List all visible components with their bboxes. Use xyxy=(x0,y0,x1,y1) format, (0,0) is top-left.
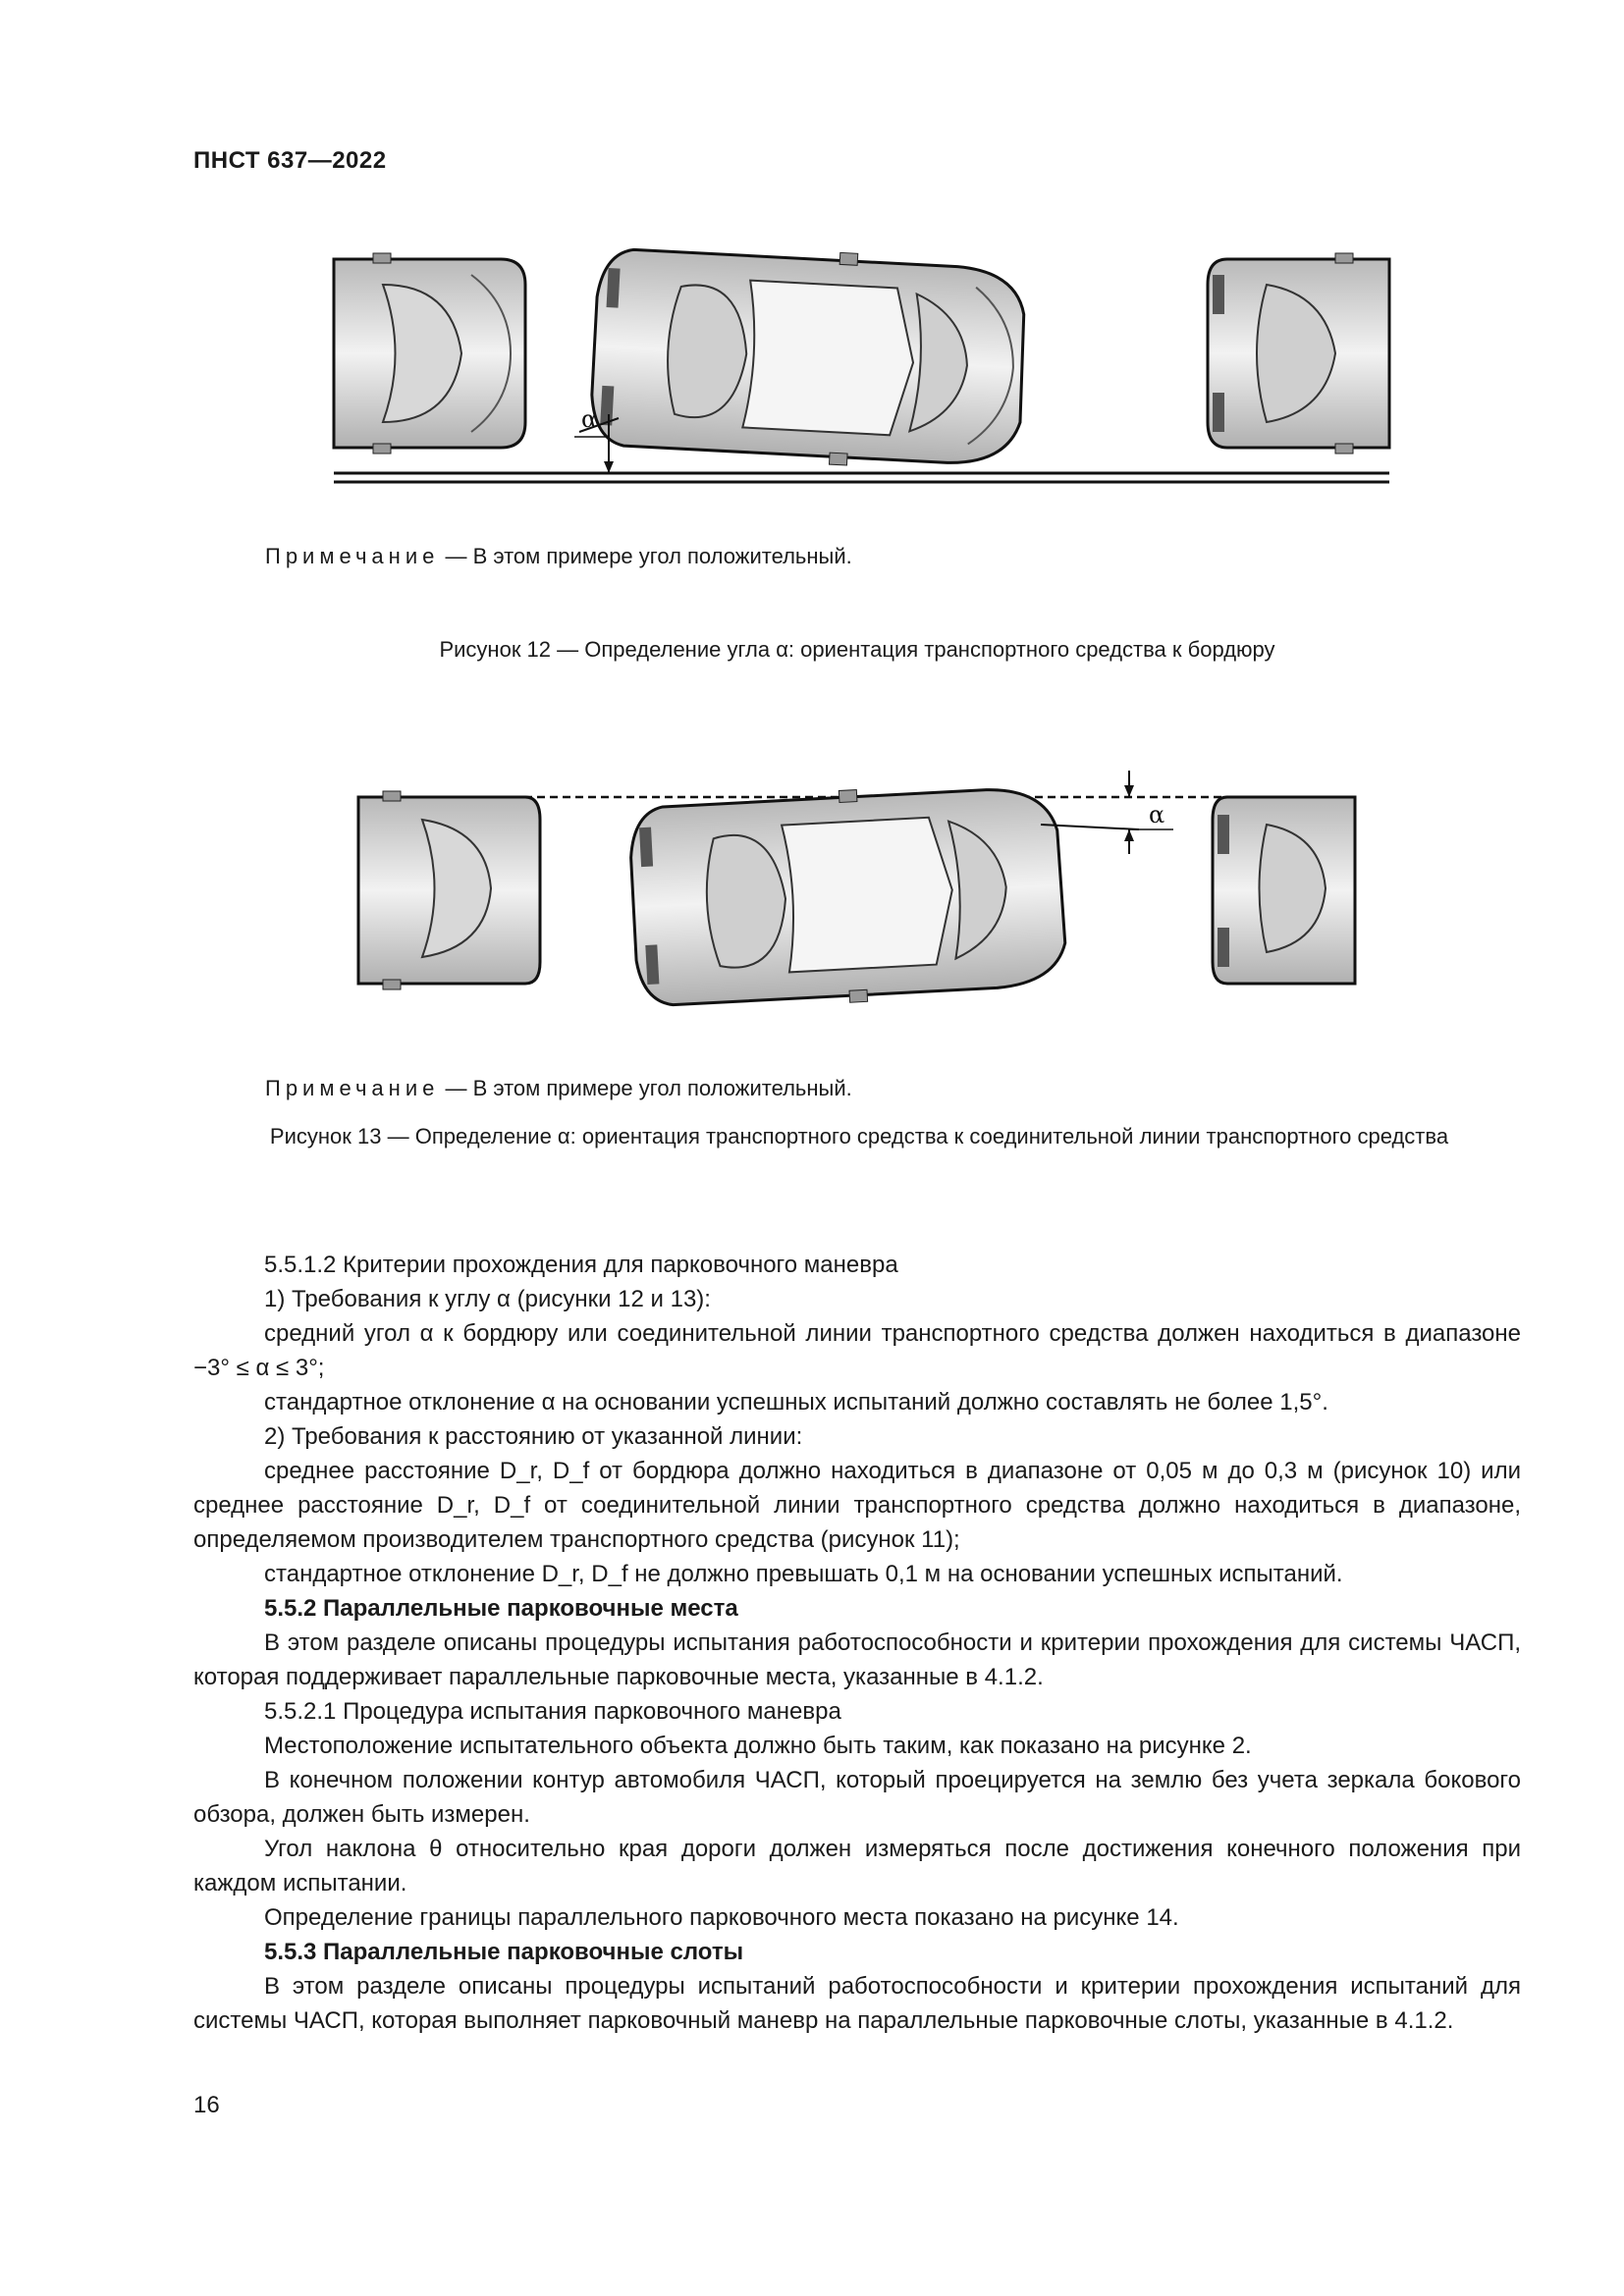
paragraph: В этом разделе описаны процедуры испытаний работоспособности и критерии прохождения испытаний для системы ЧАСП, которая выполняет парковочный маневр на параллельные парковочные слоты, указанные в 4.1.2. xyxy=(193,1973,1521,2034)
body-text xyxy=(193,1248,1521,2038)
left-parked-car-13 xyxy=(358,791,540,989)
paragraph: Определение границы параллельного парковочного места показано на рисунке 14. xyxy=(264,1904,1179,1931)
paragraph: Угол наклона θ относительно края дороги должен измеряться после достижения конечного положения при каждом испытании. xyxy=(193,1836,1521,1896)
figure13-note-text: — В этом примере угол положительный. xyxy=(439,1076,852,1100)
figure12-note-label: Примечание xyxy=(265,544,440,568)
paragraph: 5.5.1.2 Критерии прохождения для парковочного маневра xyxy=(264,1252,898,1278)
figure-12-illustration xyxy=(324,245,1394,491)
figure12-caption: Рисунок 12 — Определение угла α: ориентация транспортного средства к бордюру xyxy=(439,637,1275,662)
figure13-caption: Рисунок 13 — Определение α: ориентация транспортного средства к соединительной линии транспортного средства xyxy=(269,1124,1449,1148)
section-heading: 5.5.2 Параллельные парковочные места xyxy=(264,1595,738,1622)
left-parked-car xyxy=(334,253,525,454)
paragraph: В этом разделе описаны процедуры испытания работоспособности и критерии прохождения для системы ЧАСП, которая поддерживает параллельные парковочные места, указанные в 4.1.2. xyxy=(193,1629,1521,1690)
paragraph: стандартное отклонение α на основании успешных испытаний должно составлять не более 1,5°. xyxy=(264,1389,1328,1415)
center-test-car xyxy=(589,245,1029,474)
paragraph: Местоположение испытательного объекта должно быть таким, как показано на рисунке 2. xyxy=(264,1733,1252,1759)
paragraph: 1) Требования к углу α (рисунки 12 и 13): xyxy=(264,1286,711,1312)
figure12-alpha-label: α xyxy=(581,405,598,433)
paragraph: 2) Требования к расстоянию от указанной линии: xyxy=(264,1423,803,1450)
paragraph: В конечном положении контур автомобиля ЧАСП, который проецируется на землю без учета зеркала бокового обзора, должен быть измерен. xyxy=(193,1767,1521,1828)
center-test-car-13 xyxy=(628,779,1068,1014)
figure12-note xyxy=(265,544,852,569)
figure13-note xyxy=(265,1076,852,1101)
paragraph: 5.5.2.1 Процедура испытания парковочного маневра xyxy=(264,1698,841,1725)
figure12-note-text: — В этом примере угол положительный. xyxy=(439,544,852,568)
paragraph: средний угол α к бордюру или соединительной линии транспортного средства должен находиться в диапазоне −3° ≤ α ≤ 3°; xyxy=(193,1320,1521,1381)
paragraph: стандартное отклонение D_r, D_f не должно превышать 0,1 м на основании успешных испытаний. xyxy=(264,1561,1343,1587)
right-parked-car-13 xyxy=(1213,797,1355,984)
figure13-alpha-label: α xyxy=(1149,801,1165,828)
figure-13-illustration xyxy=(353,766,1365,1031)
figure13-note-label: Примечание xyxy=(265,1076,440,1100)
document-code: ПНСТ 637—2022 xyxy=(193,147,387,174)
right-parked-car xyxy=(1208,253,1389,454)
section-heading: 5.5.3 Параллельные парковочные слоты xyxy=(264,1939,744,1965)
paragraph: среднее расстояние D_r, D_f от бордюра должно находиться в диапазоне от 0,05 м до 0,3 м (рисунок 10) или среднее расстояние D_r, D_f от соединительной линии транспортного средства должно находиться в диапазоне, определяемом производителем транспортного средства (рисунок 11); xyxy=(193,1458,1521,1553)
page-number: 16 xyxy=(193,2092,220,2118)
